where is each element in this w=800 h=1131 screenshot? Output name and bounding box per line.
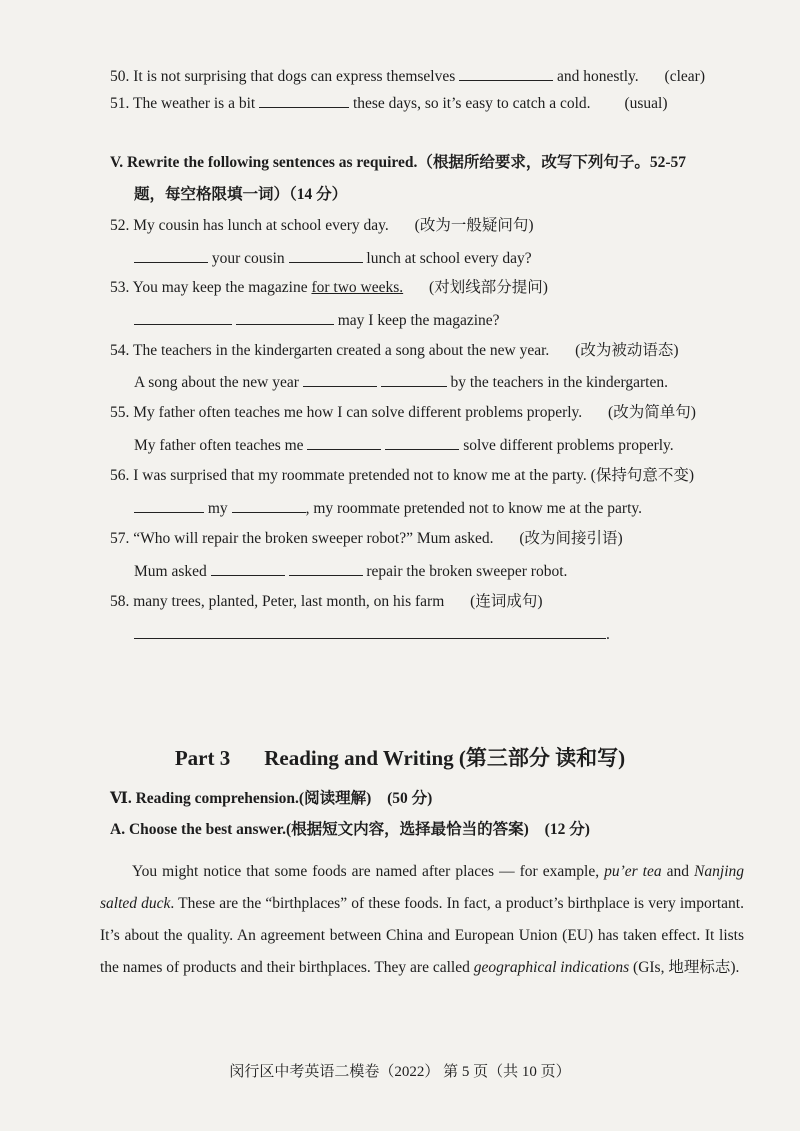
answer-blank[interactable] bbox=[134, 498, 204, 513]
answer-blank[interactable] bbox=[303, 372, 377, 387]
answer-blank[interactable] bbox=[211, 561, 285, 576]
section-6-heading: Ⅵ. Reading comprehension.(阅读理解) (50 分) bbox=[110, 790, 433, 807]
answer-blank[interactable] bbox=[134, 310, 232, 325]
answer-54: A song about the new year by the teachers in the kindergarten. bbox=[134, 374, 668, 391]
question-57: 57. “Who will repair the broken sweeper robot?” Mum asked. (改为间接引语) bbox=[110, 530, 623, 547]
answer-blank[interactable] bbox=[232, 498, 306, 513]
reading-passage: You might notice that some foods are named after places — for example, pu’er tea and Nanjing salted duck. These are the “birthplaces” of these foods. In fact, a product’s birthplace is very important. It’s about the quality. An agreement between China and European Union (EU) has taken effect. It lists the names of products and their birthplaces. They are called geographical indications (GIs, 地理标志). bbox=[100, 863, 744, 976]
question-56: 56. I was surprised that my roommate pretended not to know me at the party. (保持句意不变) bbox=[110, 467, 694, 484]
answer-blank[interactable] bbox=[289, 248, 363, 263]
question-51: 51. The weather is a bit these days, so it’s easy to catch a cold. (usual) bbox=[110, 95, 668, 112]
question-54: 54. The teachers in the kindergarten created a song about the new year. (改为被动语态) bbox=[110, 342, 679, 359]
answer-56: my , my roommate pretended not to know me at the party. bbox=[134, 498, 642, 519]
answer-blank[interactable] bbox=[459, 66, 553, 81]
answer-blank[interactable] bbox=[134, 624, 606, 639]
answer-blank[interactable] bbox=[307, 435, 381, 450]
question-50: 50. It is not surprising that dogs can express themselves and honestly. (clear) bbox=[110, 68, 705, 85]
answer-53: may I keep the magazine? bbox=[134, 310, 500, 331]
answer-blank[interactable] bbox=[259, 93, 349, 108]
answer-57: Mum asked repair the broken sweeper robot. bbox=[134, 563, 568, 580]
question-53: 53. You may keep the magazine for two weeks. (对划线部分提问) bbox=[110, 279, 548, 296]
answer-blank[interactable] bbox=[385, 435, 459, 450]
answer-blank[interactable] bbox=[134, 248, 208, 263]
underlined-phrase: for two weeks. bbox=[311, 279, 404, 296]
question-55: 55. My father often teaches me how I can solve different problems properly. (改为简单句) bbox=[110, 404, 696, 421]
question-52: 52. My cousin has lunch at school every day. (改为一般疑问句) bbox=[110, 217, 534, 234]
page-footer: 闵行区中考英语二模卷（2022） 第 5 页（共 10 页） bbox=[229, 1064, 571, 1080]
question-58: 58. many trees, planted, Peter, last month, on his farm (连词成句) bbox=[110, 593, 543, 610]
answer-52: your cousin lunch at school every day? bbox=[134, 248, 532, 269]
section-5-instructions: 题，每空格限填一词）（14 分） bbox=[134, 186, 348, 203]
answer-blank[interactable] bbox=[289, 561, 363, 576]
answer-55: My father often teaches me solve different problems properly. bbox=[134, 437, 674, 454]
section-5-heading: V. Rewrite the following sentences as required.（根据所给要求，改写下列句子。52-57 bbox=[110, 154, 687, 171]
section-a-heading: A. Choose the best answer.(根据短文内容，选择最恰当的答案) (12 分) bbox=[110, 821, 590, 838]
answer-blank[interactable] bbox=[236, 310, 334, 325]
part-3-title: Part 3 Reading and Writing (第三部分 读和写) bbox=[174, 746, 626, 770]
answer-58: . bbox=[134, 624, 610, 645]
answer-blank[interactable] bbox=[381, 372, 447, 387]
